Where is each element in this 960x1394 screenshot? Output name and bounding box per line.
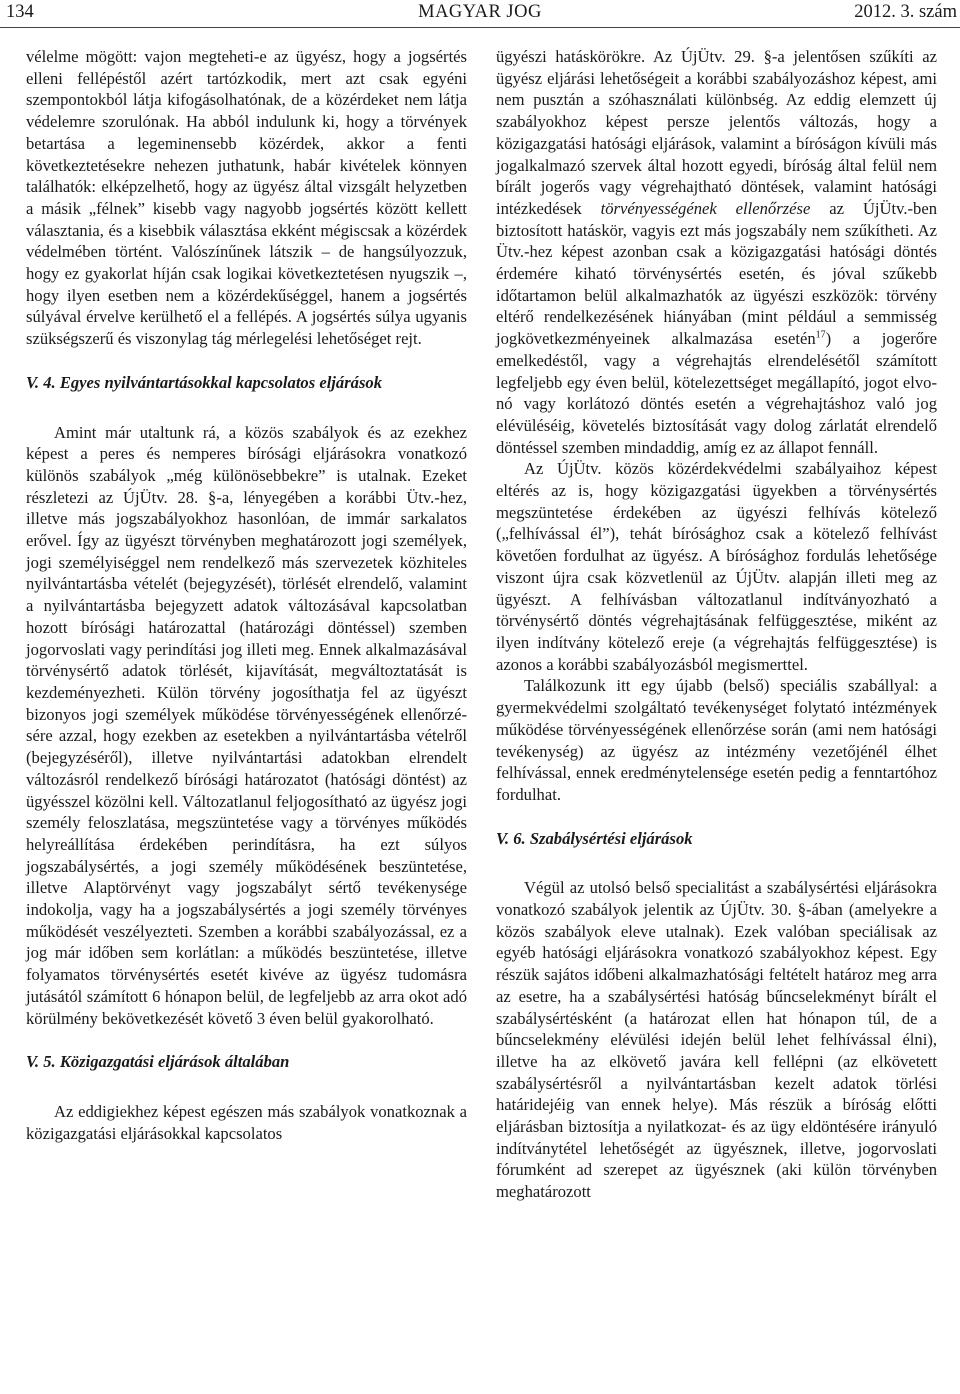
paragraph: Az ÚjÜtv. közös közérdekvédelmi szabályaihoz képest eltérés az is, hogy közigazgatási ügyekben a törvénysértés megszüntetése érdekében az ügyészi felhívás kötelező („felhívással él”), tehát bírósághoz csak a kötelező felhívást követően fordulhat az ügyész. A bírósághoz fordulás lehetősége viszont újra csak közvetlenül az ÚjÜtv. alapján illeti meg az ügyészt. A felhívásban változatlanul indítványozható a törvénysértő döntés végrehajtásának felfüggesztése, miként az ilyen indítvány kötelező ereje (a végrehajtás felfüggesztése) is azonos a korábbi szabályozásból megismerttel.: [496, 459, 937, 674]
page-number: 134: [6, 2, 34, 22]
journal-title: MAGYAR JOG: [418, 2, 542, 22]
footnote-reference[interactable]: 17: [815, 329, 826, 341]
paragraph: Az eddigiekhez képest egészen más szabályok vonatkoznak a közigazgatási eljárásokkal kapcsolatos: [26, 1101, 467, 1143]
right-column: [496, 46, 937, 1203]
paragraph: Találkozunk itt egy újabb (belső) speciális szabállyal: a gyermekvédelmi szolgáltató tevékenységet folytató intézmények működése törvényességének ellenőrzése során (ami nem hatósági tevékenység) az ügyész az intézmény vezetőjénél élhet felhívással, ennek eredménytelensége esetén pedig a fenntartóhoz fordulhat.: [496, 676, 937, 804]
page-header: [0, 0, 960, 34]
paragraph: Amint már utaltunk rá, a közös szabályok és az ezekhez képest a peres és nemperes bírósági eljárásokra vonatkozó különös szabályok „még különösebbekre” is utalnak. Ezeket részletezi az ÚjÜtv. 28. §-a, lényegében a korábbi Ütv.-hez, illetve más jogszabályokhoz hasonlóan, de immár sarkalatos erővel. Így az ügyészt törvényben meghatározott jogi személyek, jogi személyiséggel nem rendelkező más szervezetek közhiteles nyilvántartásba vételét (bejegyzését), törlését elrendelő, valamint a nyilvántartásba bejegyzett adatok változásával kapcsolatban hozott bírósági határozattal (határozági döntéssel) szemben jogorvoslati vagy perindítási jog illeti meg. Ennek alkalmazásával törvénysértő adatok törlését, kijavítását, megváltoztatását is kezdeményezheti. Külön törvény jogosíthatja fel az ügyészt bizonyos jogi személyek működése törvényességének ellenőrzésére azzal, hogy ezekben az esetekben a nyilvántartásba vételről (bejegyzéséről), illetve nyilvántartási adatokban elrendelt változásról rendelkező bírósági határozatot (hatósági döntést) az ügyésszel közölni kell. Változatlanul feljogosítható az ügyész jogi személy feloszlatása, megszüntetése vagy a törvényes működés helyreállítása érdekében perindításra, ha ezt súlyos jogszabálysértés, a jogi személy működésének beszüntetése, illetve Alaptörvényt vagy jogszabályt sértő tevékenysége indokolja, vagy ha a jogszabálysértés a jogi személy törvényes működését veszélyezteti. Szemben a korábbi szabályozással, ez a jog már időben sem korlátlan: a működés beszüntetése, illetve folyamatos törvénysértés esetét kivéve az ügyész tudomásra jutásától számított 6 hónapon belül, de legfeljebb az arra okot adó körülmény bekövetkezését követő 3 éven belül gyakorolható.: [26, 422, 467, 1028]
text-run: ) a jogerőre emelkedéstől, vagy a végrehajtás elrendelésétől számított legfeljebb egy éven belül, kötelezettséget megállapító, jogot elvonó vagy korlátozó döntés esetén a végrehajtáshoz való jog elévüléséig, követelés biztosítását vagy dolog zárlatát elrendelő döntéssel szemben mindaddig, amíg ez az állapot fennáll.: [496, 329, 937, 457]
issue-label: 2012. 3. szám: [854, 2, 957, 22]
text-run: az ÚjÜtv.-ben biztosított hatáskör, vagyis ezt más jogszabály nem szűkítheti. Az Ütv.-hez képest azonban csak a közigazgatási hatósági döntés érdemére kiható törvénysértés esetén, és jóval szűkebb időtartamon belül alkalmazhatók az ügyészi eszközök: törvény eltérő rendelkezésének hiányában (mint például a semmisség jogkövetkezményeinek alkalmazása esetén: [496, 198, 937, 349]
text-run: ügyészi hatáskörökre. Az ÚjÜtv. 29. §-a jelentősen szűkíti az ügyész eljárási lehetőségeit a korábbi szabályozáshoz képest, ami nem pusztán a szóhasználati különbség. Az eddig elemzett új szabályokhoz képest persze jelentős változás, hogy a közigazgatási hatósági eljárások, valamint a bíróságon kívüli más jogalkalmazó szervek által hozott egyedi, bíróság által felül nem bírált jogerős vagy végrehajtható döntések, valamint hatósági intézkedések: [496, 47, 937, 218]
paragraph: Végül az utolsó belső specialitást a szabálysértési eljárásokra vonatkozó szabályok jelentik az ÚjÜtv. 30. §-ában (amelyekre a közös szabályok eleve utalnak). Ezek valóban speciálisak az egyéb hatósági eljárásokra vonatkozó szabályokhoz képest. Egy részük sajátos időbeni alkalmazhatósági feltételt határoz meg arra az esetre, ha a szabálysértési hatóság bűncselekményt bírált el szabálysértésként (a határozat ellen hat hónapon túl, de a bűncselekmény elévülési idején belül lehet felhívással élni), illetve ha az elkövető javára kell fellépni (az elkövetett szabálysértésről a nyilvántartásban kezelt adatok törlési határidejéig van ennek helye). Más részük a bíróság előtti eljárásban biztosítja a nyilatkozat- és az ügy eldöntésére irányuló indítványtétel lehetőségét az ügyésznek, illetve, jogorvoslati fórumként ad szerepet az ügyésznek (aki külön törvényben meghatározott: [496, 878, 937, 1202]
left-column: [26, 46, 467, 1144]
header-rule: [0, 27, 960, 28]
emphasis: törvényességének ellenőrzése: [600, 198, 811, 218]
paragraph: [496, 46, 937, 458]
paragraph: vélelme mögött: vajon megteheti-e az ügyész, hogy a jogsértés elleni fellépéstől azért tartózkodik, mert azt csak egyéni szempontokból látja kifogásolhatónak, de a közérdeket nem látja védelemre szorulónak. Ha abból indulunk ki, hogy a törvények betartása a legeminensebb közérdek, akkor a fenti következtetésekre nehezen juthatunk, habár kivételek könnyen találhatók: elképzelhető, hogy az ügyész által vizsgált helyzetben a másik „félnek” kisebb vagy nagyobb jogsértés között kellett választania, és a kisebbik választása ekként mégiscsak a közérdek védelmében történt. Valószínűnek látszik – de hangsúlyozzuk, hogy ez gyakorlat híján csak logikai következtetésen nyugszik –, hogy ilyen esetben nem a közérdekűséggel, hanem a jogsértés súlyával érvelve kerülhető el a fellépés. A jogsértés súlya ugyanis szükségszerű és viszonylag tág mérlegelési lehetőséget rejt.: [26, 47, 467, 349]
section-heading-v5: V. 5. Közigazgatási eljárások általában: [26, 1052, 290, 1072]
section-heading-v6: V. 6. Szabálysértési eljárások: [496, 828, 693, 848]
section-heading-v4: V. 4. Egyes nyilvántartásokkal kapcsolatos eljárások: [26, 372, 383, 392]
